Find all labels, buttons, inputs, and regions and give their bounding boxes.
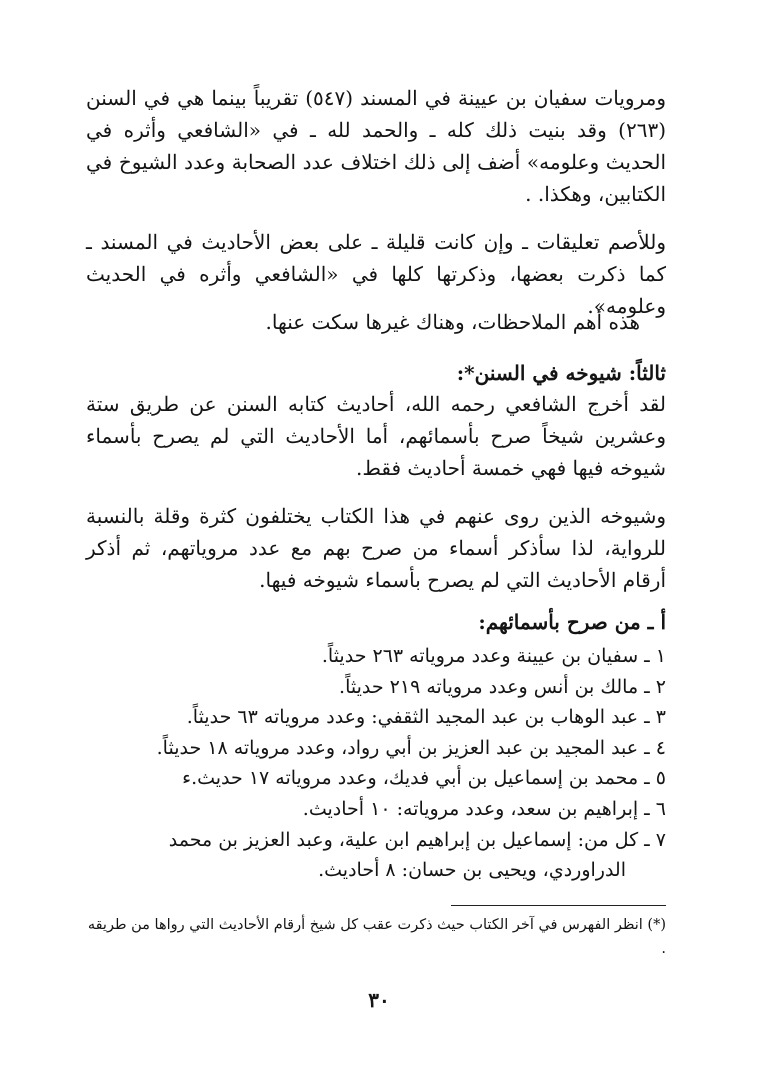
subheading-named-shuyukh: أ ـ من صرح بأسمائهم: (478, 610, 666, 634)
paragraph-shuyukh-intro: لقد أخرج الشافعي رحمه الله، أحاديث كتابه السنن عن طريق ستة وعشرين شيخاً صرح بأسمائهم، أما الأحاديث التي لم يصرح بأسماء شيوخه فيها فهي خمسة أحاديث فقط. (86, 392, 666, 480)
shuyukh-list (66, 641, 666, 886)
paragraph-shuyukh-variation: وشيوخه الذين روى عنهم في هذا الكتاب يختلفون كثرة وقلة بالنسبة للرواية، لذا سأذكر أسماء من صرح بهم مع عدد مروياتهم، ثم أذكر أرقام الأحاديث التي لم يصرح بأسماء شيوخه فيها. (86, 504, 666, 592)
paragraph-asam-comments: وللأصم تعليقات ـ وإن كانت قليلة ـ على بعض الأحاديث في المسند ـ كما ذكرت بعضها، وذكرتها كلها في «الشافعي وأثره في الحديث وعلومه». (86, 230, 666, 318)
list-item: ١ ـ سفيان بن عيينة وعدد مروياته ٢٦٣ حديثاً. (321, 645, 666, 667)
footnote: (*) انظر الفهرس في آخر الكتاب حيث ذكرت عقب كل شيخ أرقام الأحاديث التي رواها من طريقه . (87, 917, 666, 957)
list-item: ٧ ـ كل من: إسماعيل بن إبراهيم ابن علية، وعبد العزيز بن محمد (168, 828, 666, 851)
list-item-continuation: الدراوردي، ويحيى بن حسان: ٨ أحاديث. (318, 859, 626, 882)
page-number: ٣٠ (368, 988, 390, 1012)
section-heading-shuyukh: ثالثاً: شيوخه في السنن*: (456, 361, 666, 385)
list-item: ٤ ـ عبد المجيد بن عبد العزيز بن أبي رواد، وعدد مروياته ١٨ حديثاً. (156, 736, 666, 759)
list-item: ٣ ـ عبد الوهاب بن عبد المجيد الثقفي: وعدد مروياته ٦٣ حديثاً. (186, 706, 666, 729)
list-item: ٦ ـ إبراهيم بن سعد، وعدد مروياته: ١٠ أحاديث. (302, 797, 666, 820)
paragraph-sunan-comparison: ومرويات سفيان بن عيينة في المسند (٥٤٧) تقريباً بينما هي في السنن (٢٦٣) وقد بنيت ذلك كله ـ والحمد لله ـ في «الشافعي وأثره في الحديث وعلومه» أضف إلى ذلك اختلاف عدد الصحابة وعدد الشيوخ في الكتابين، وهكذا. . (86, 86, 666, 206)
paragraph-notes-summary: هذه أهم الملاحظات، وهناك غيرها سكت عنها. (265, 310, 640, 334)
footnote-divider (451, 905, 666, 906)
list-item: ٢ ـ مالك بن أنس وعدد مروياته ٢١٩ حديثاً. (339, 675, 666, 698)
list-item: ٥ ـ محمد بن إسماعيل بن أبي فديك، وعدد مروياته ١٧ حديث.ء (182, 767, 666, 790)
